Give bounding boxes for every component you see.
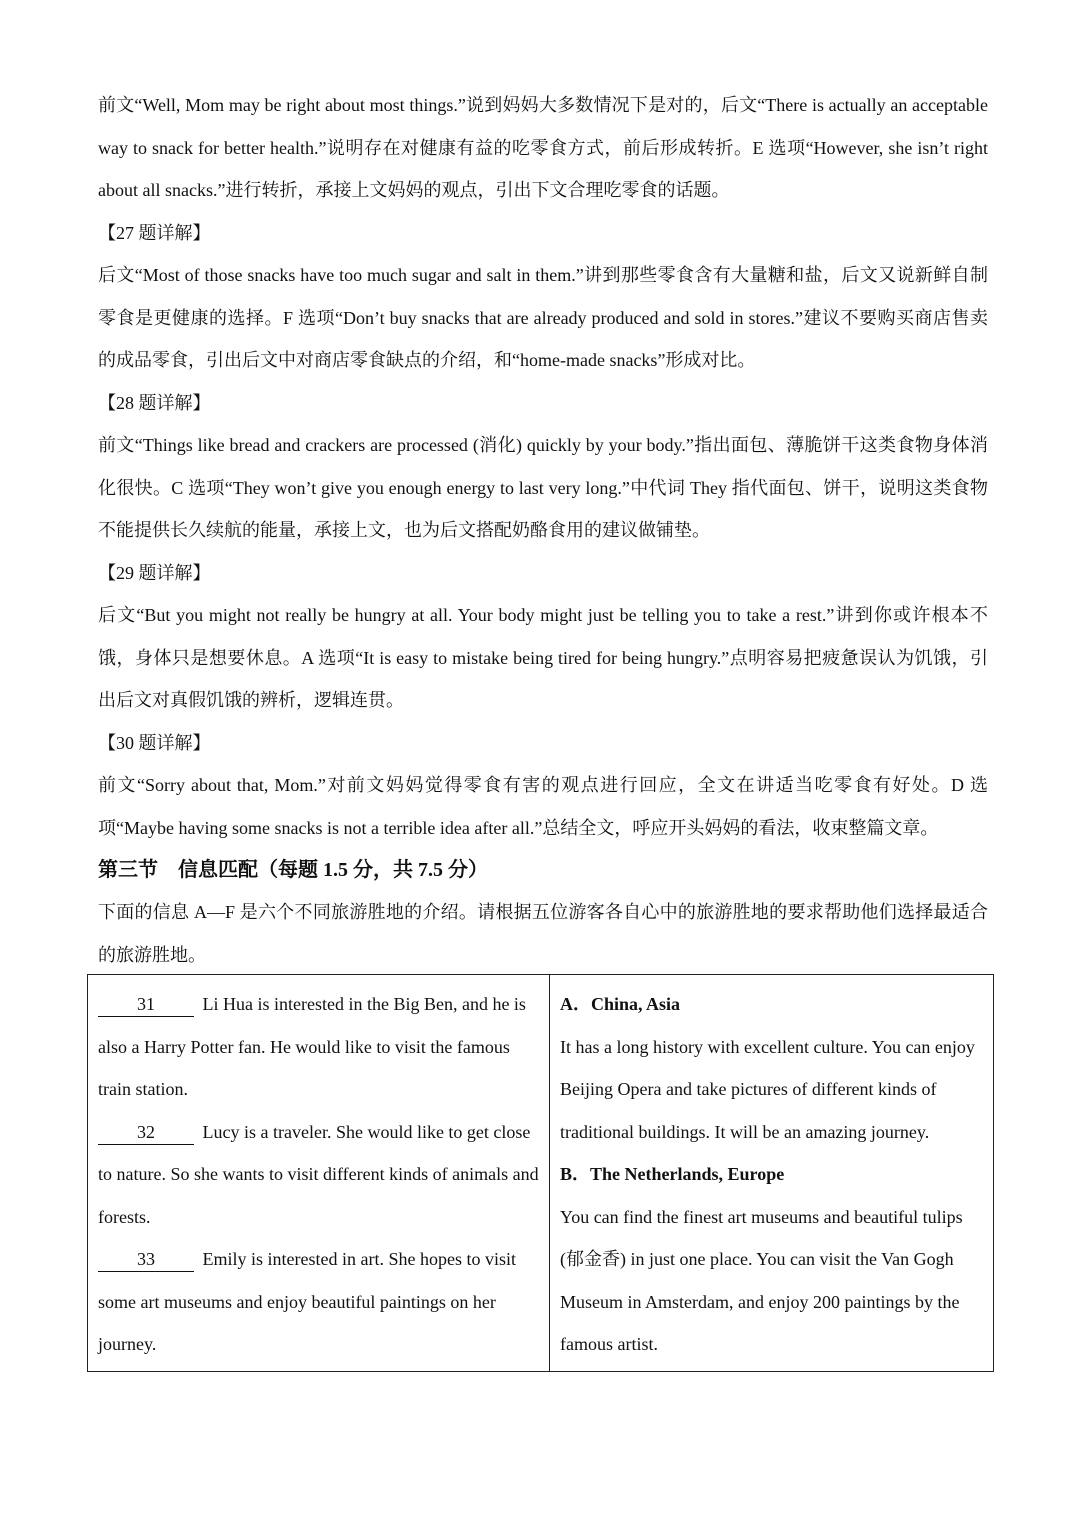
- section3-title: 第三节 信息匹配（每题 1.5 分，共 7.5 分）: [98, 859, 488, 881]
- traveler-text-32: Lucy is a traveler. She would like to get close to nature. So she wants to visit different kinds of animals and forests.: [98, 1121, 539, 1227]
- q28-explanation: 前文“Things like bread and crackers are processed (消化) quickly by your body.”指出面包、薄脆饼干这类食物身体消化很快。C 选项“They won’t give you enough energy to last very long.”中代词 They 指代面包、饼干，说明这类食物不能提供长久续航的能量，承接上文，也为后文搭配奶酪食用的建议做铺垫。: [98, 435, 988, 540]
- section3-intro: 下面的信息 A—F 是六个不同旅游胜地的介绍。请根据五位游客各自心中的旅游胜地的要求帮助他们选择最适合的旅游胜地。: [98, 902, 988, 965]
- q27-explanation: 后文“Most of those snacks have too much sugar and salt in them.”讲到那些零食含有大量糖和盐，后文又说新鲜自制零食是更健康的选择。F 选项“Don’t buy snacks that are already produced and sold in stores.”建议不要购买商店售卖的成品零食，引出后文中对商店零食缺点的介绍，和“home-made snacks”形成对比。: [98, 265, 988, 370]
- traveler-column: [88, 975, 550, 1372]
- destination-a-text: It has a long history with excellent culture. You can enjoy Beijing Opera and take pictures of different kinds of traditional buildings. It will be an amazing journey.: [560, 1036, 975, 1142]
- paragraph-q26-explanation: 前文“Well, Mom may be right about most things.”说到妈妈大多数情况下是对的，后文“There is actually an acceptable way to snack for better health.”说明存在对健康有益的吃零食方式，前后形成转折。E 选项“However, she isn’t right about all snacks.”进行转折，承接上文妈妈的观点，引出下文合理吃零食的话题。: [98, 95, 988, 200]
- destination-b-text: You can find the finest art museums and beautiful tulips (郁金香) in just one place. You can visit the Van Gogh Museum in Amsterdam, and enjoy 200 paintings by the famous artist.: [560, 1206, 963, 1354]
- answer-blank-31[interactable]: 31: [98, 992, 194, 1017]
- traveler-item-32: [98, 1111, 539, 1239]
- destination-b-title: B．The Netherlands, Europe: [560, 1164, 785, 1184]
- destination-a: [560, 983, 983, 1153]
- q29-heading: 【29 题详解】: [98, 562, 211, 583]
- destination-column: [550, 975, 994, 1372]
- answer-blank-32[interactable]: 32: [98, 1120, 194, 1145]
- q30-heading: 【30 题详解】: [98, 732, 211, 753]
- matching-table-row: [88, 975, 994, 1372]
- q29-explanation: 后文“But you might not really be hungry at all. Your body might just be telling you to take a rest.”讲到你或许根本不饿，身体只是想要休息。A 选项“It is easy to mistake being tired for being hungry.”点明容易把疲惫误认为饥饿，引出后文对真假饥饿的辨析，逻辑连贯。: [98, 605, 988, 710]
- q28-heading: 【28 题详解】: [98, 392, 211, 413]
- destination-a-title: A．China, Asia: [560, 994, 681, 1014]
- matching-table: [87, 974, 994, 1372]
- traveler-text-33: Emily is interested in art. She hopes to visit some art museums and enjoy beautiful paintings on her journey.: [98, 1249, 516, 1354]
- document-body: [98, 84, 988, 976]
- destination-b: [560, 1153, 983, 1366]
- traveler-item-31: [98, 983, 539, 1111]
- traveler-item-33: [98, 1238, 539, 1366]
- q30-explanation: 前文“Sorry about that, Mom.”对前文妈妈觉得零食有害的观点进行回应，全文在讲适当吃零食有好处。D 选项“Maybe having some snacks is not a terrible idea after all.”总结全文，呼应开头妈妈的看法，收束整篇文章。: [98, 775, 988, 838]
- traveler-text-31: Li Hua is interested in the Big Ben, and he is also a Harry Potter fan. He would like to visit the famous train station.: [98, 994, 526, 1099]
- answer-blank-33[interactable]: 33: [98, 1247, 194, 1272]
- q27-heading: 【27 题详解】: [98, 222, 211, 243]
